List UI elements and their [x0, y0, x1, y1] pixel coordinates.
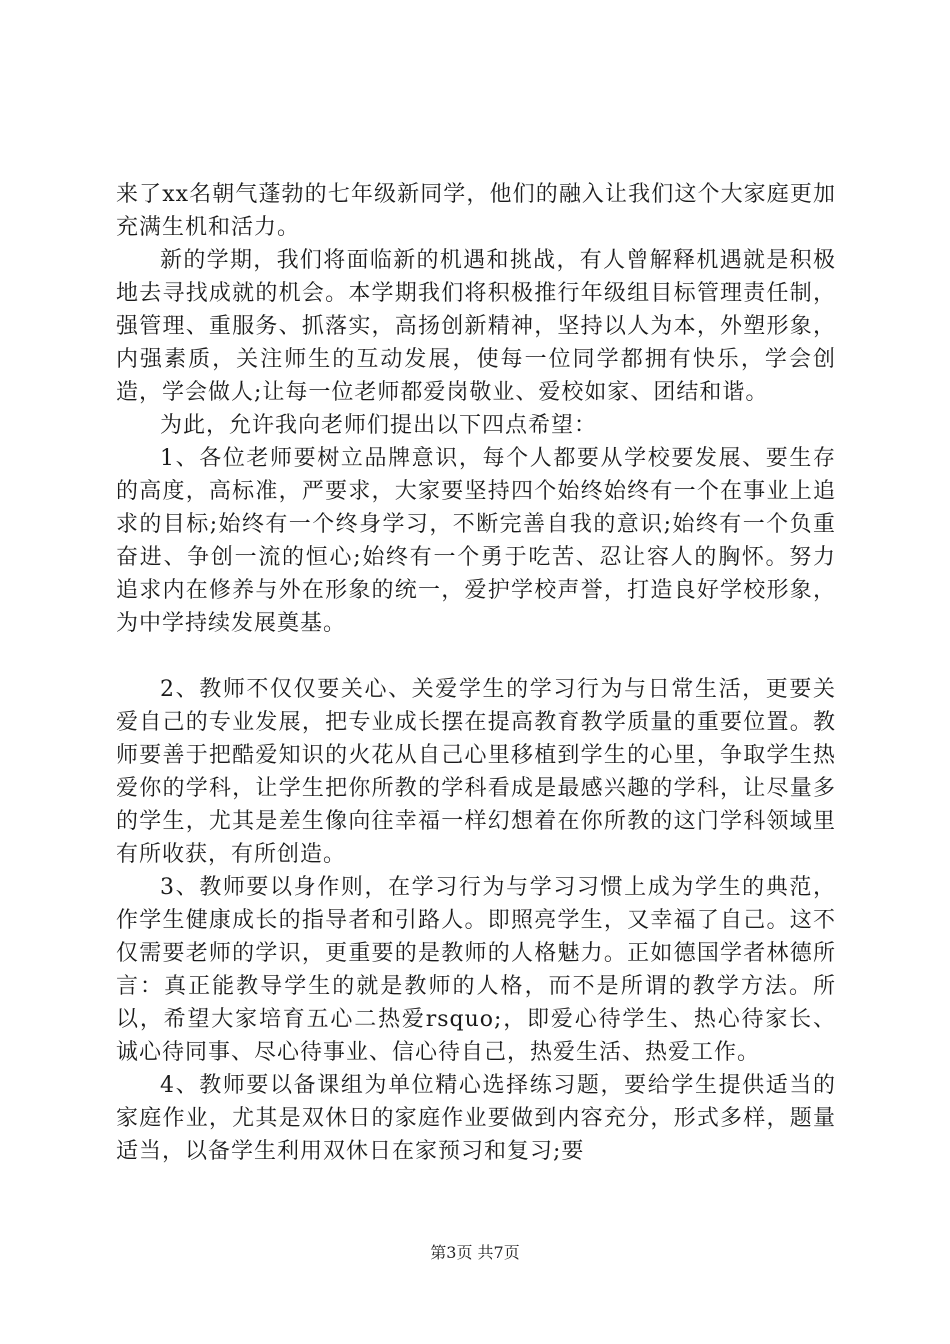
paragraph-hope-2: 2、教师不仅仅要关心、关爱学生的学习行为与日常生活，更要关爱自己的专业发展，把专业成长摆在提高教育教学质量的重要位置。教师要善于把酷爱知识的火花从自己心里移植到学生的心里，争取学生热爱你的学科，让学生把你所教的学科看成是最感兴趣的学科，让尽量多的学生，尤其是差生像向往幸福一样幻想着在你所教的这门学科领域里有所收获，有所创造。 [116, 677, 836, 867]
paragraph-hope-1: 1、各位老师要树立品牌意识，每个人都要从学校要发展、要生存的高度，高标准，严要求，大家要坚持四个始终始终有一个在事业上追求的目标;始终有一个终身学习，不断完善自我的意识;始终有一个负重奋进、争创一流的恒心;始终有一个勇于吃苦、忍让容人的胸怀。努力追求内在修养与外在形象的统一，爱护学校声誉，打造良好学校形象，为中学持续发展奠基。 [116, 446, 836, 636]
paragraph-continuation: 来了xx名朝气蓬勃的七年级新同学，他们的融入让我们这个大家庭更加充满生机和活力。 [116, 182, 836, 240]
paragraph-four-hopes-intro: 为此，允许我向老师们提出以下四点希望： [160, 413, 598, 438]
paragraph-hope-3: 3、教师要以身作则，在学习行为与学习习惯上成为学生的典范，作学生健康成长的指导者和引路人。即照亮学生，又幸福了自己。这不仅需要老师的学识，更重要的是教师的人格魅力。正如德国学者林德所言：真正能教导学生的就是教师的人格，而不是所谓的教学方法。所以，希望大家培育五心二热爱rsquo;，即爱心待学生、热心待家长、诚心待同事、尽心待事业、信心待自己，热爱生活、热爱工作。 [116, 875, 836, 1065]
page-number-footer: 第3页 共7页 [430, 1243, 520, 1262]
paragraph-hope-4: 4、教师要以备课组为单位精心选择练习题，要给学生提供适当的家庭作业，尤其是双休日的家庭作业要做到内容充分，形式多样，题量适当，以备学生利用双休日在家预习和复习;要 [116, 1073, 836, 1164]
document-body [116, 178, 836, 1168]
paragraph-new-semester: 新的学期，我们将面临新的机遇和挑战，有人曾解释机遇就是积极地去寻找成就的机会。本学期我们将积极推行年级组目标管理责任制，强管理、重服务、抓落实，高扬创新精神，坚持以人为本，外塑形象，内强素质，关注师生的互动发展，使每一位同学都拥有快乐，学会创造，学会做人;让每一位老师都爱岗敬业、爱校如家、团结和谐。 [116, 248, 836, 405]
